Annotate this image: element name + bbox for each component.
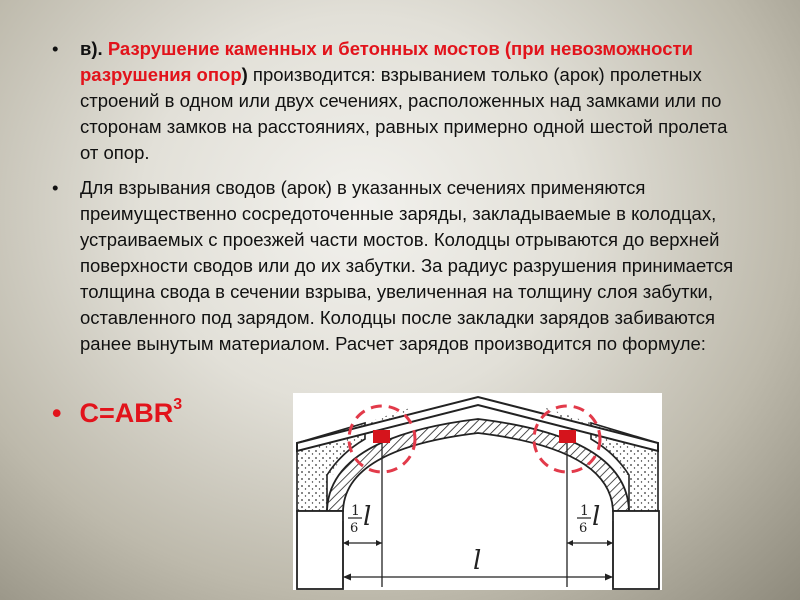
- bullet-list: [52, 36, 742, 366]
- right-dim-var: l: [592, 502, 601, 532]
- right-dim-denominator: 6: [579, 521, 588, 536]
- left-charge: [373, 430, 390, 443]
- left-footing: [297, 511, 343, 589]
- bridge-arch-diagram: [293, 393, 662, 590]
- right-charge: [559, 430, 576, 443]
- left-dim-denominator: 6: [350, 521, 359, 536]
- bullet-1-heading: Разрушение каменных и бетонных мостов (при невозможности разрушения опор: [80, 38, 693, 85]
- bullet-item-2: [52, 175, 742, 357]
- bullet-item-1: [52, 36, 742, 166]
- bullet-dot: •: [52, 38, 59, 59]
- formula-base: C=ABR: [79, 398, 174, 428]
- formula: [52, 398, 182, 429]
- bullet-1-prefix: в).: [80, 38, 108, 59]
- bullet-2-text: Для взрывания сводов (арок) в указанных сечениях применяются преимущественно сосредоточенные заряды, закладываемые в колодцах, устраиваемых с проезжей части мостов. Колодцы отрываются до верхней поверхности сводов или до их забутки. За радиус разрушения принимается толщина свода в сечении взрыва, увеличенная на толщину слоя забутки, оставленного под зарядом. Колодцы после закладки зарядов забиваются ранее вынутым материалом. Расчет зарядов производится по формуле:: [80, 177, 734, 354]
- left-dim-numerator: 1: [351, 503, 360, 519]
- bullet-dot: •: [52, 177, 59, 198]
- bullet-dot: •: [52, 398, 62, 428]
- bridge-arch-svg: [293, 393, 662, 590]
- formula-exponent: 3: [173, 396, 183, 413]
- right-footing: [613, 511, 659, 589]
- left-dim-var: l: [363, 502, 372, 532]
- bullet-1-close: ): [241, 64, 248, 85]
- span-label: l: [473, 546, 482, 576]
- right-dim-numerator: 1: [580, 503, 589, 519]
- bullet-1-text: производится: взрыванием только (арок) пролетных строений в одном или двух сечениях, расположенных над замками или по сторонам замков на расстояниях, равных примерно одной шестой пролета от опор.: [80, 64, 728, 163]
